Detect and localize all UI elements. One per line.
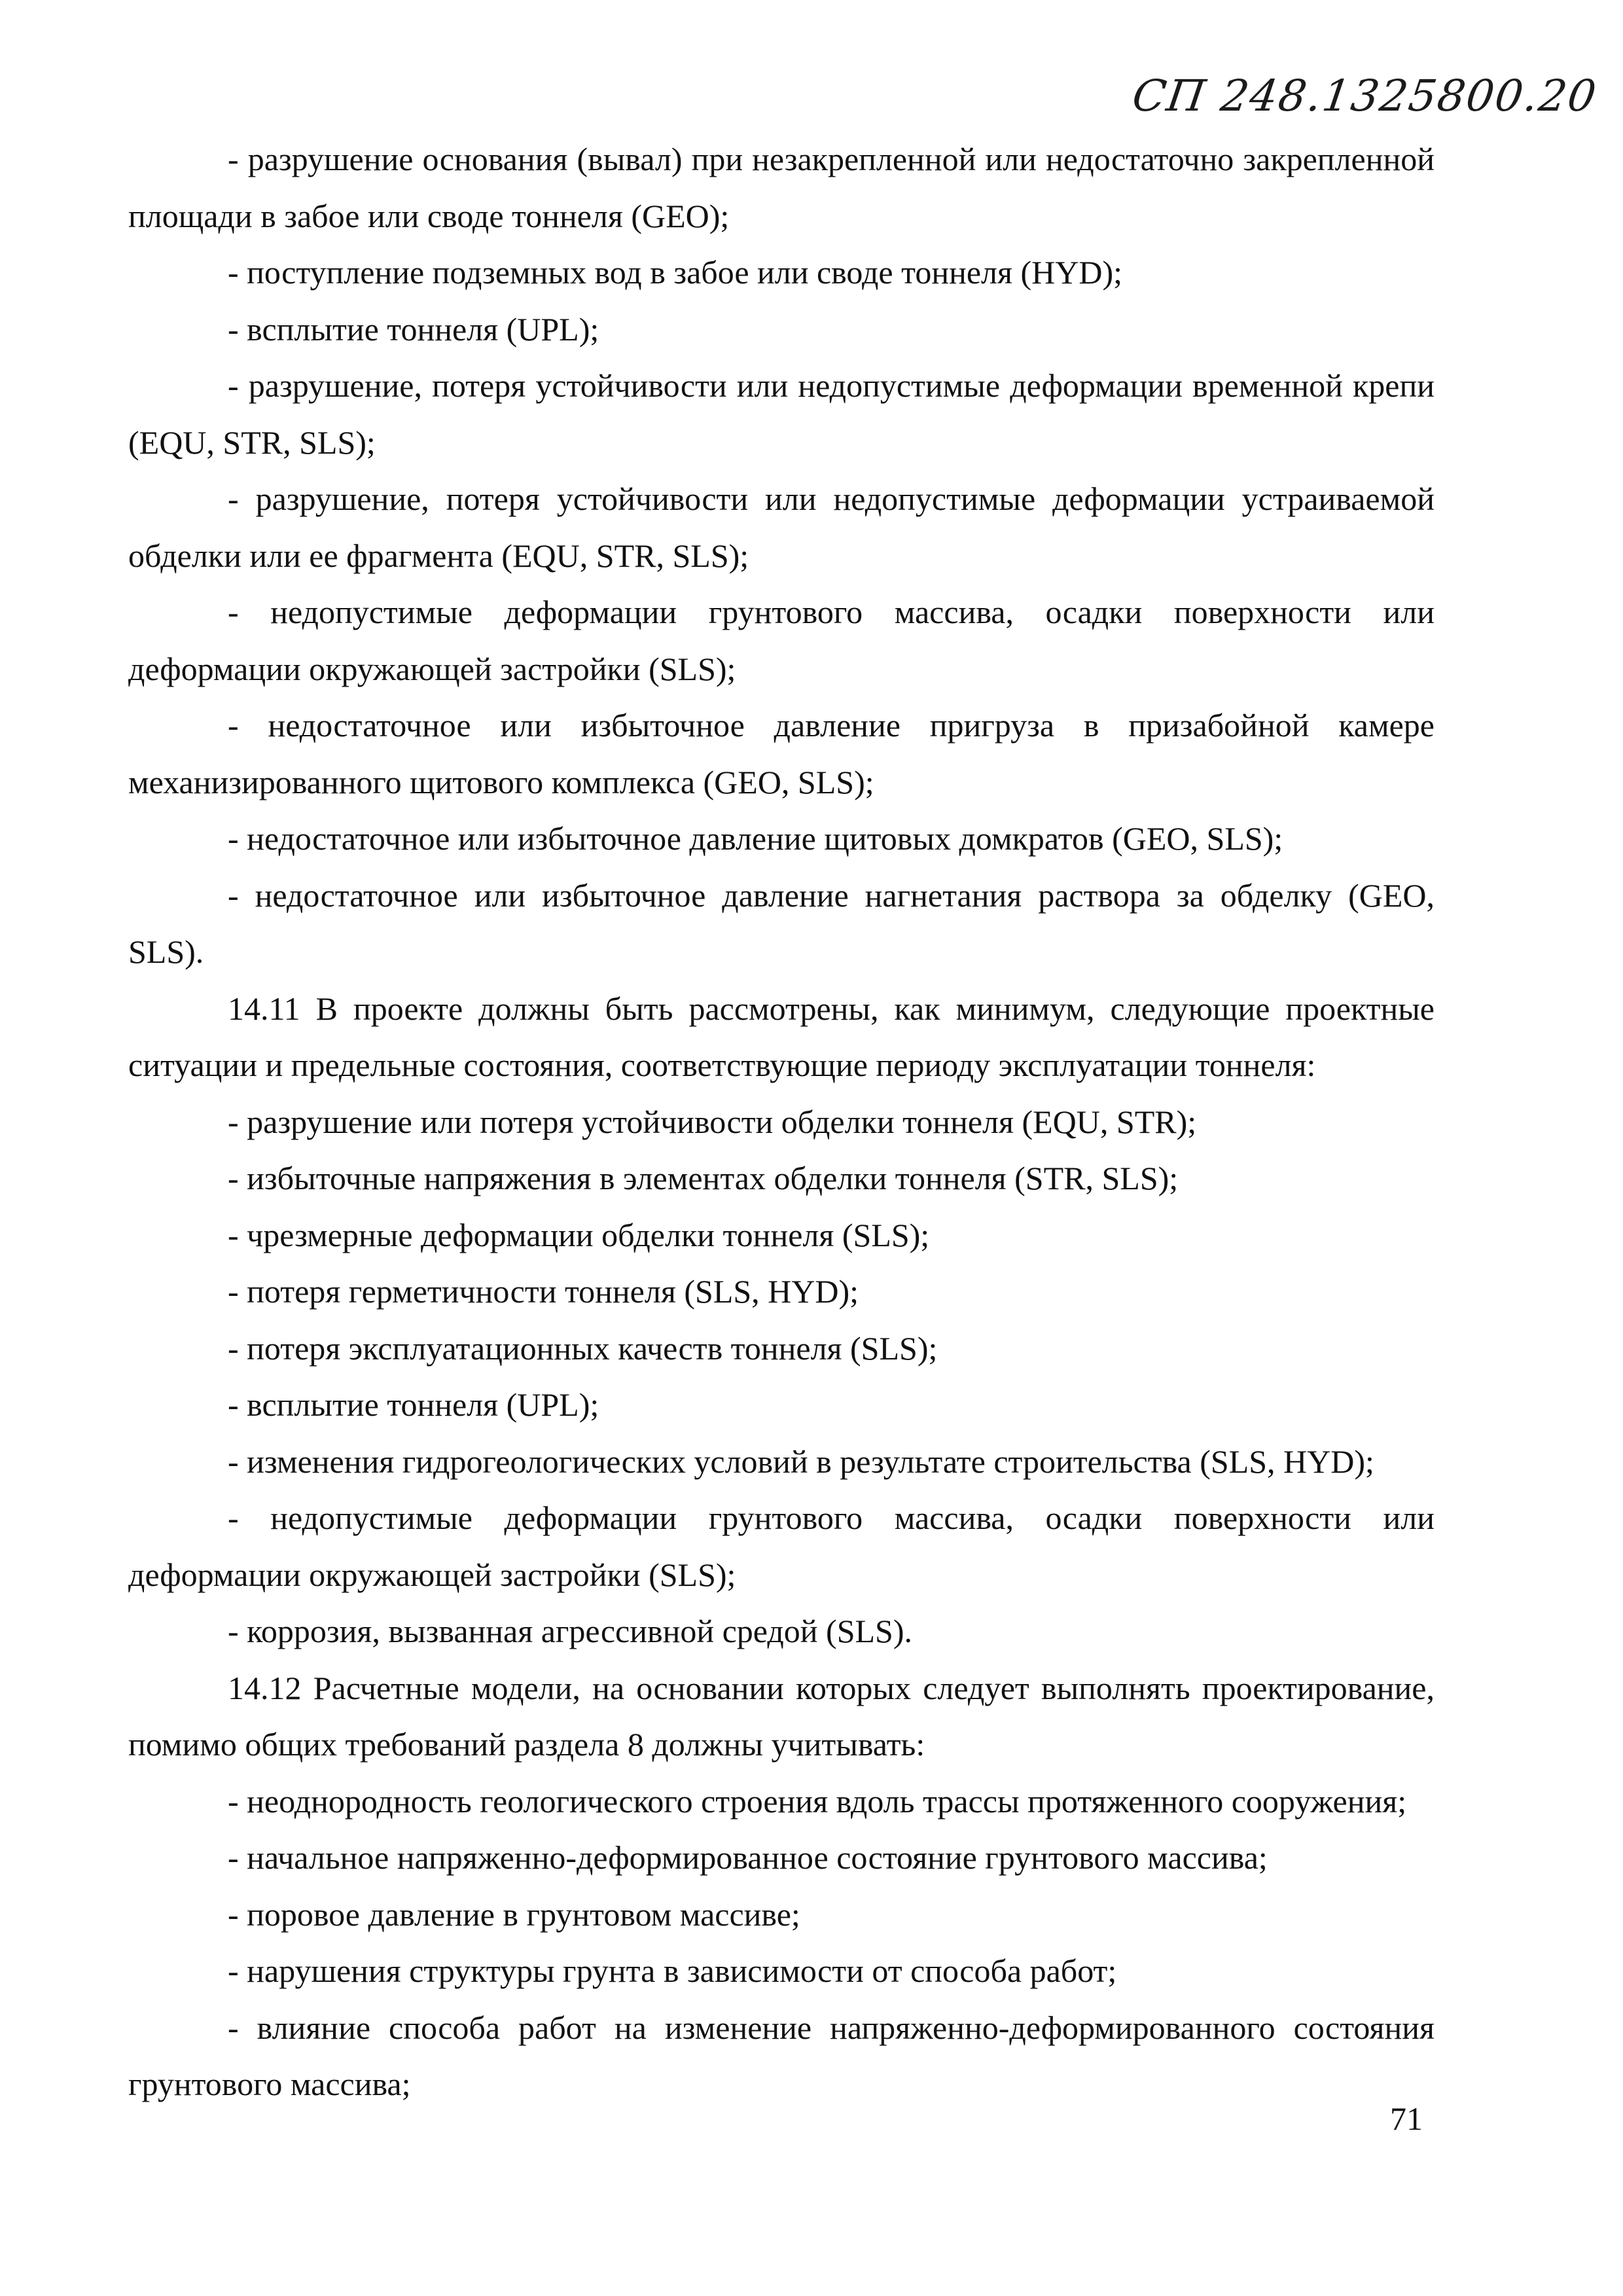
paragraph: - потеря эксплуатационных качеств тоннеля (SLS); [228, 1329, 938, 1367]
handwritten-document-code: СП 248.1325800.20 [1129, 71, 1601, 121]
paragraph: - всплытие тоннеля (UPL); [228, 310, 599, 348]
paragraph: - чрезмерные деформации обделки тоннеля (SLS); [228, 1216, 930, 1253]
paragraph: - недопустимые деформации грунтового массива, осадки поверхности или деформации окружающей застройки (SLS); [128, 594, 1435, 687]
paragraph: - изменения гидрогеологических условий в результате строительства (SLS, HYD); [228, 1443, 1374, 1480]
paragraph: - поровое давление в грунтовом массиве; [228, 1895, 800, 1933]
paragraph: - коррозия, вызванная агрессивной средой (SLS). [228, 1613, 912, 1649]
paragraph: - недостаточное или избыточное давление щитовых домкратов (GEO, SLS); [228, 820, 1283, 857]
paragraph: - разрушение, потеря устойчивости или недопустимые деформации временной крепи (EQU, STR, SLS); [128, 367, 1435, 461]
paragraph: - недопустимые деформации грунтового массива, осадки поверхности или деформации окружающей застройки (SLS); [128, 1499, 1435, 1593]
paragraph: - недостаточное или избыточное давление нагнетания раствора за обделку (GEO, SLS). [128, 876, 1435, 970]
paragraph: - всплытие тоннеля (UPL); [228, 1386, 599, 1423]
paragraph: - нарушения структуры грунта в зависимости от способа работ; [228, 1952, 1117, 1989]
paragraph: - избыточные напряжения в элементах обделки тоннеля (STR, SLS); [228, 1160, 1179, 1196]
paragraph: - потеря герметичности тоннеля (SLS, HYD); [228, 1273, 859, 1310]
body-text [128, 131, 1435, 2113]
paragraph: - недостаточное или избыточное давление пригруза в призабойной камере механизированного щитового комплекса (GEO, SLS); [128, 707, 1435, 800]
paragraph: - разрушение или потеря устойчивости обделки тоннеля (EQU, STR); [228, 1103, 1197, 1140]
paragraph: - неоднородность геологического строения вдоль трассы протяженного сооружения; [228, 1782, 1407, 1820]
section-14-12-paragraph: 14.12 Расчетные модели, на основании которых следует выполнять проектирование, помимо общих требований раздела 8 должны учитывать: [128, 1669, 1435, 1763]
paragraph: - разрушение, потеря устойчивости или недопустимые деформации устраиваемой обделки или ее фрагмента (EQU, STR, SLS); [128, 480, 1435, 574]
paragraph: - влияние способа работ на изменение напряженно-деформированного состояния грунтового массива; [128, 2009, 1435, 2102]
paragraph: - разрушение основания (вывал) при незакрепленной или недостаточно закрепленной площади в забое или своде тоннеля (GEO); [128, 141, 1435, 234]
paragraph: - начальное напряженно-деформированное состояние грунтового массива; [228, 1839, 1268, 1876]
paragraph: - поступление подземных вод в забое или своде тоннеля (HYD); [228, 254, 1122, 291]
page-number: 71 [1390, 2100, 1423, 2137]
section-14-11-paragraph: 14.11 В проекте должны быть рассмотрены, как минимум, следующие проектные ситуации и предельные состояния, соответствующие периоду эксплуатации тоннеля: [128, 990, 1435, 1083]
